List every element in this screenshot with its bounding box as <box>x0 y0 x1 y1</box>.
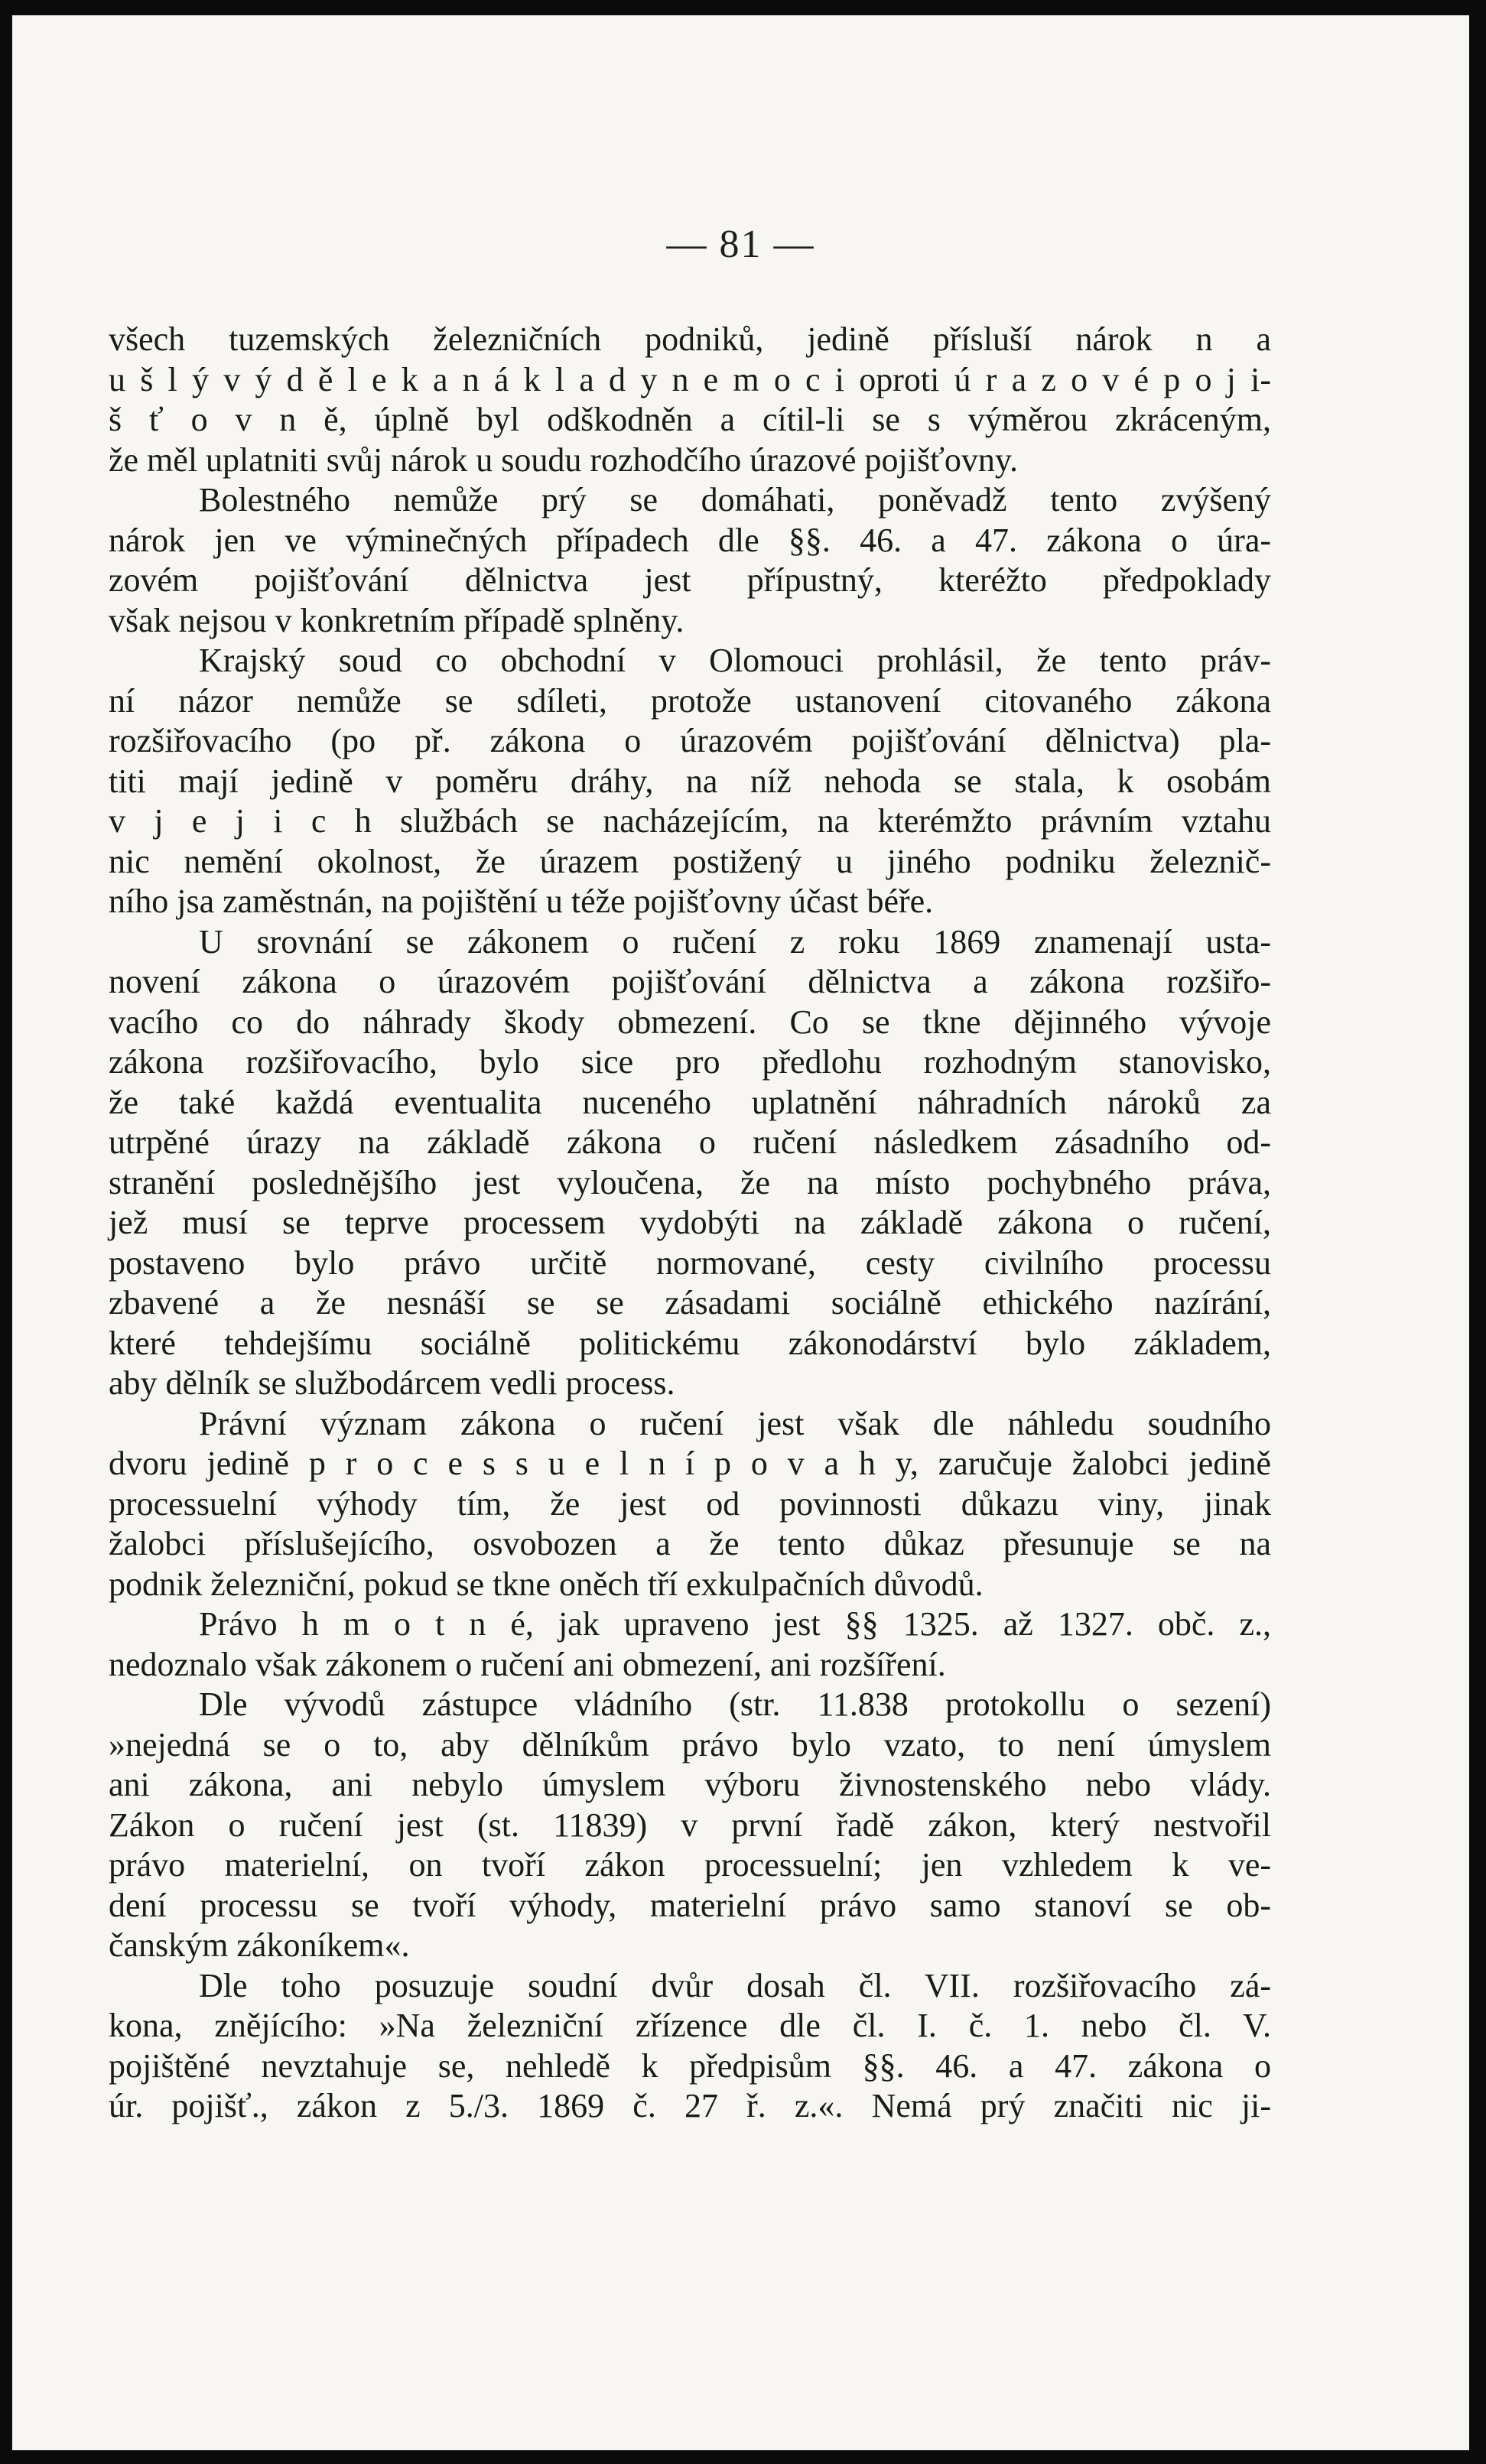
text-line: zákona rozšiřovacího, bylo sice pro předlohu rozhodným stanovisko, <box>109 1043 1271 1081</box>
text-line: Právní význam zákona o ručení jest však dle náhledu soudního <box>199 1404 1271 1442</box>
text-line: Dle toho posuzuje soudní dvůr dosah čl. VII. rozšiřovacího zá- <box>199 1966 1271 2004</box>
text-line: všech tuzemských železničních podniků, jedině přísluší nárok n a <box>109 320 1271 358</box>
page-number: — 81 — <box>666 223 815 266</box>
text-line: dvoru jedině p r o c e s s u e l n í p o v a h y, zaručuje žalobci jedině <box>109 1445 1271 1482</box>
text-line: aby dělník se službodárcem vedli process. <box>109 1364 675 1402</box>
text-line: novení zákona o úrazovém pojišťování dělnictva a zákona rozšiřo- <box>109 963 1271 1000</box>
text-line: nedoznalo však zákonem o ručení ani obmezení, ani rozšíření. <box>109 1645 946 1683</box>
text-line: jež musí se teprve processem vydobýti na základě zákona o ručení, <box>109 1204 1271 1241</box>
text-line: Krajský soud co obchodní v Olomouci prohlásil, že tento práv- <box>199 642 1271 679</box>
text-line: Právo h m o t n é, jak upraveno jest §§ 1325. až 1327. obč. z., <box>199 1605 1271 1643</box>
text-line: úr. pojišť., zákon z 5./3. 1869 č. 27 ř. z.«. Nemá prý značiti nic ji- <box>109 2087 1271 2124</box>
text-line: čanským zákoníkem«. <box>109 1926 410 1964</box>
text-line: které tehdejšímu sociálně politickému zákonodárství bylo základem, <box>109 1324 1271 1362</box>
text-line: zbavené a že nesnáší se se zásadami sociálně ethického nazírání, <box>109 1284 1271 1321</box>
text-line: žalobci příslušejícího, osvobozen a že tento důkaz přesunuje se na <box>109 1525 1271 1562</box>
text-line: zovém pojišťování dělnictva jest přípustný, kteréžto předpoklady <box>109 561 1271 599</box>
text-line: »nejedná se o to, aby dělníkům právo bylo vzato, to není úmyslem <box>109 1725 1271 1763</box>
text-line: processuelní výhody tím, že jest od povinnosti důkazu viny, jinak <box>109 1484 1271 1523</box>
text-line: nárok jen ve výminečných případech dle §§. 46. a 47. zákona o úra- <box>109 521 1271 559</box>
text-line: ní názor nemůže se sdíleti, protože ustanovení citovaného zákona <box>109 681 1271 720</box>
book-page <box>12 15 1469 2450</box>
text-line: že měl uplatniti svůj nárok u soudu rozhodčího úrazové pojišťovny. <box>109 440 1019 479</box>
text-line: postaveno bylo právo určitě normované, cesty civilního processu <box>109 1243 1271 1282</box>
text-line: že také každá eventualita nuceného uplatnění náhradních nároků za <box>109 1083 1271 1121</box>
text-line: š ť o v n ě, úplně byl odškodněn a cítil-li se s výměrou zkráceným, <box>109 401 1271 438</box>
text-line: v j e j i c h službách se nacházejícím, na kterémžto právním vztahu <box>109 802 1271 840</box>
text-line: Dle vývodů zástupce vládního (str. 11.838 protokollu o sezení) <box>199 1685 1271 1723</box>
text-line: u š l ý v ý d ě l e k a n á k l a d y n e m o c i oproti ú r a z o v é p o j i- <box>109 360 1271 398</box>
text-line: pojištěné nevztahuje se, nehledě k předpisům §§. 46. a 47. zákona o <box>109 2046 1271 2085</box>
text-line: ního jsa zaměstnán, na pojištění u téže pojišťovny účast béře. <box>109 883 934 920</box>
text-line: právo materielní, on tvoří zákon processuelní; jen vzhledem k ve- <box>109 1846 1271 1884</box>
text-line: vacího co do náhrady škody obmezení. Co se tkne dějinného vývoje <box>109 1003 1271 1041</box>
text-line: Bolestného nemůže prý se domáhati, poněvadž tento zvýšený <box>199 481 1271 518</box>
text-line: titi mají jedině v poměru dráhy, na níž nehoda se stala, k osobám <box>109 762 1271 800</box>
text-line: podnik železniční, pokud se tkne oněch tří exkulpačních důvodů. <box>109 1565 984 1603</box>
text-line: kona, znějícího: »Na železniční zřízence dle čl. I. č. 1. nebo čl. V. <box>109 2007 1271 2044</box>
text-line: nic nemění okolnost, že úrazem postižený u jiného podniku železnič- <box>109 842 1271 880</box>
text-line: dení processu se tvoří výhody, materielní právo samo stanoví se ob- <box>109 1886 1271 1924</box>
text-line: Zákon o ručení jest (st. 11839) v první řadě zákon, který nestvořil <box>109 1806 1271 1844</box>
body-text <box>109 320 1271 2127</box>
text-line: rozšiřovacího (po př. zákona o úrazovém pojišťování dělnictva) pla- <box>109 722 1271 759</box>
text-line: utrpěné úrazy na základě zákona o ručení následkem zásadního od- <box>109 1123 1271 1161</box>
text-line: však nejsou v konkretním případě splněny. <box>109 601 684 639</box>
text-line: U srovnání se zákonem o ručení z roku 1869 znamenají usta- <box>199 922 1271 961</box>
text-line: ani zákona, ani nebylo úmyslem výboru živnostenského nebo vlády. <box>109 1766 1271 1803</box>
text-line: stranění poslednějšího jest vyloučena, že na místo pochybného práva, <box>109 1163 1271 1201</box>
